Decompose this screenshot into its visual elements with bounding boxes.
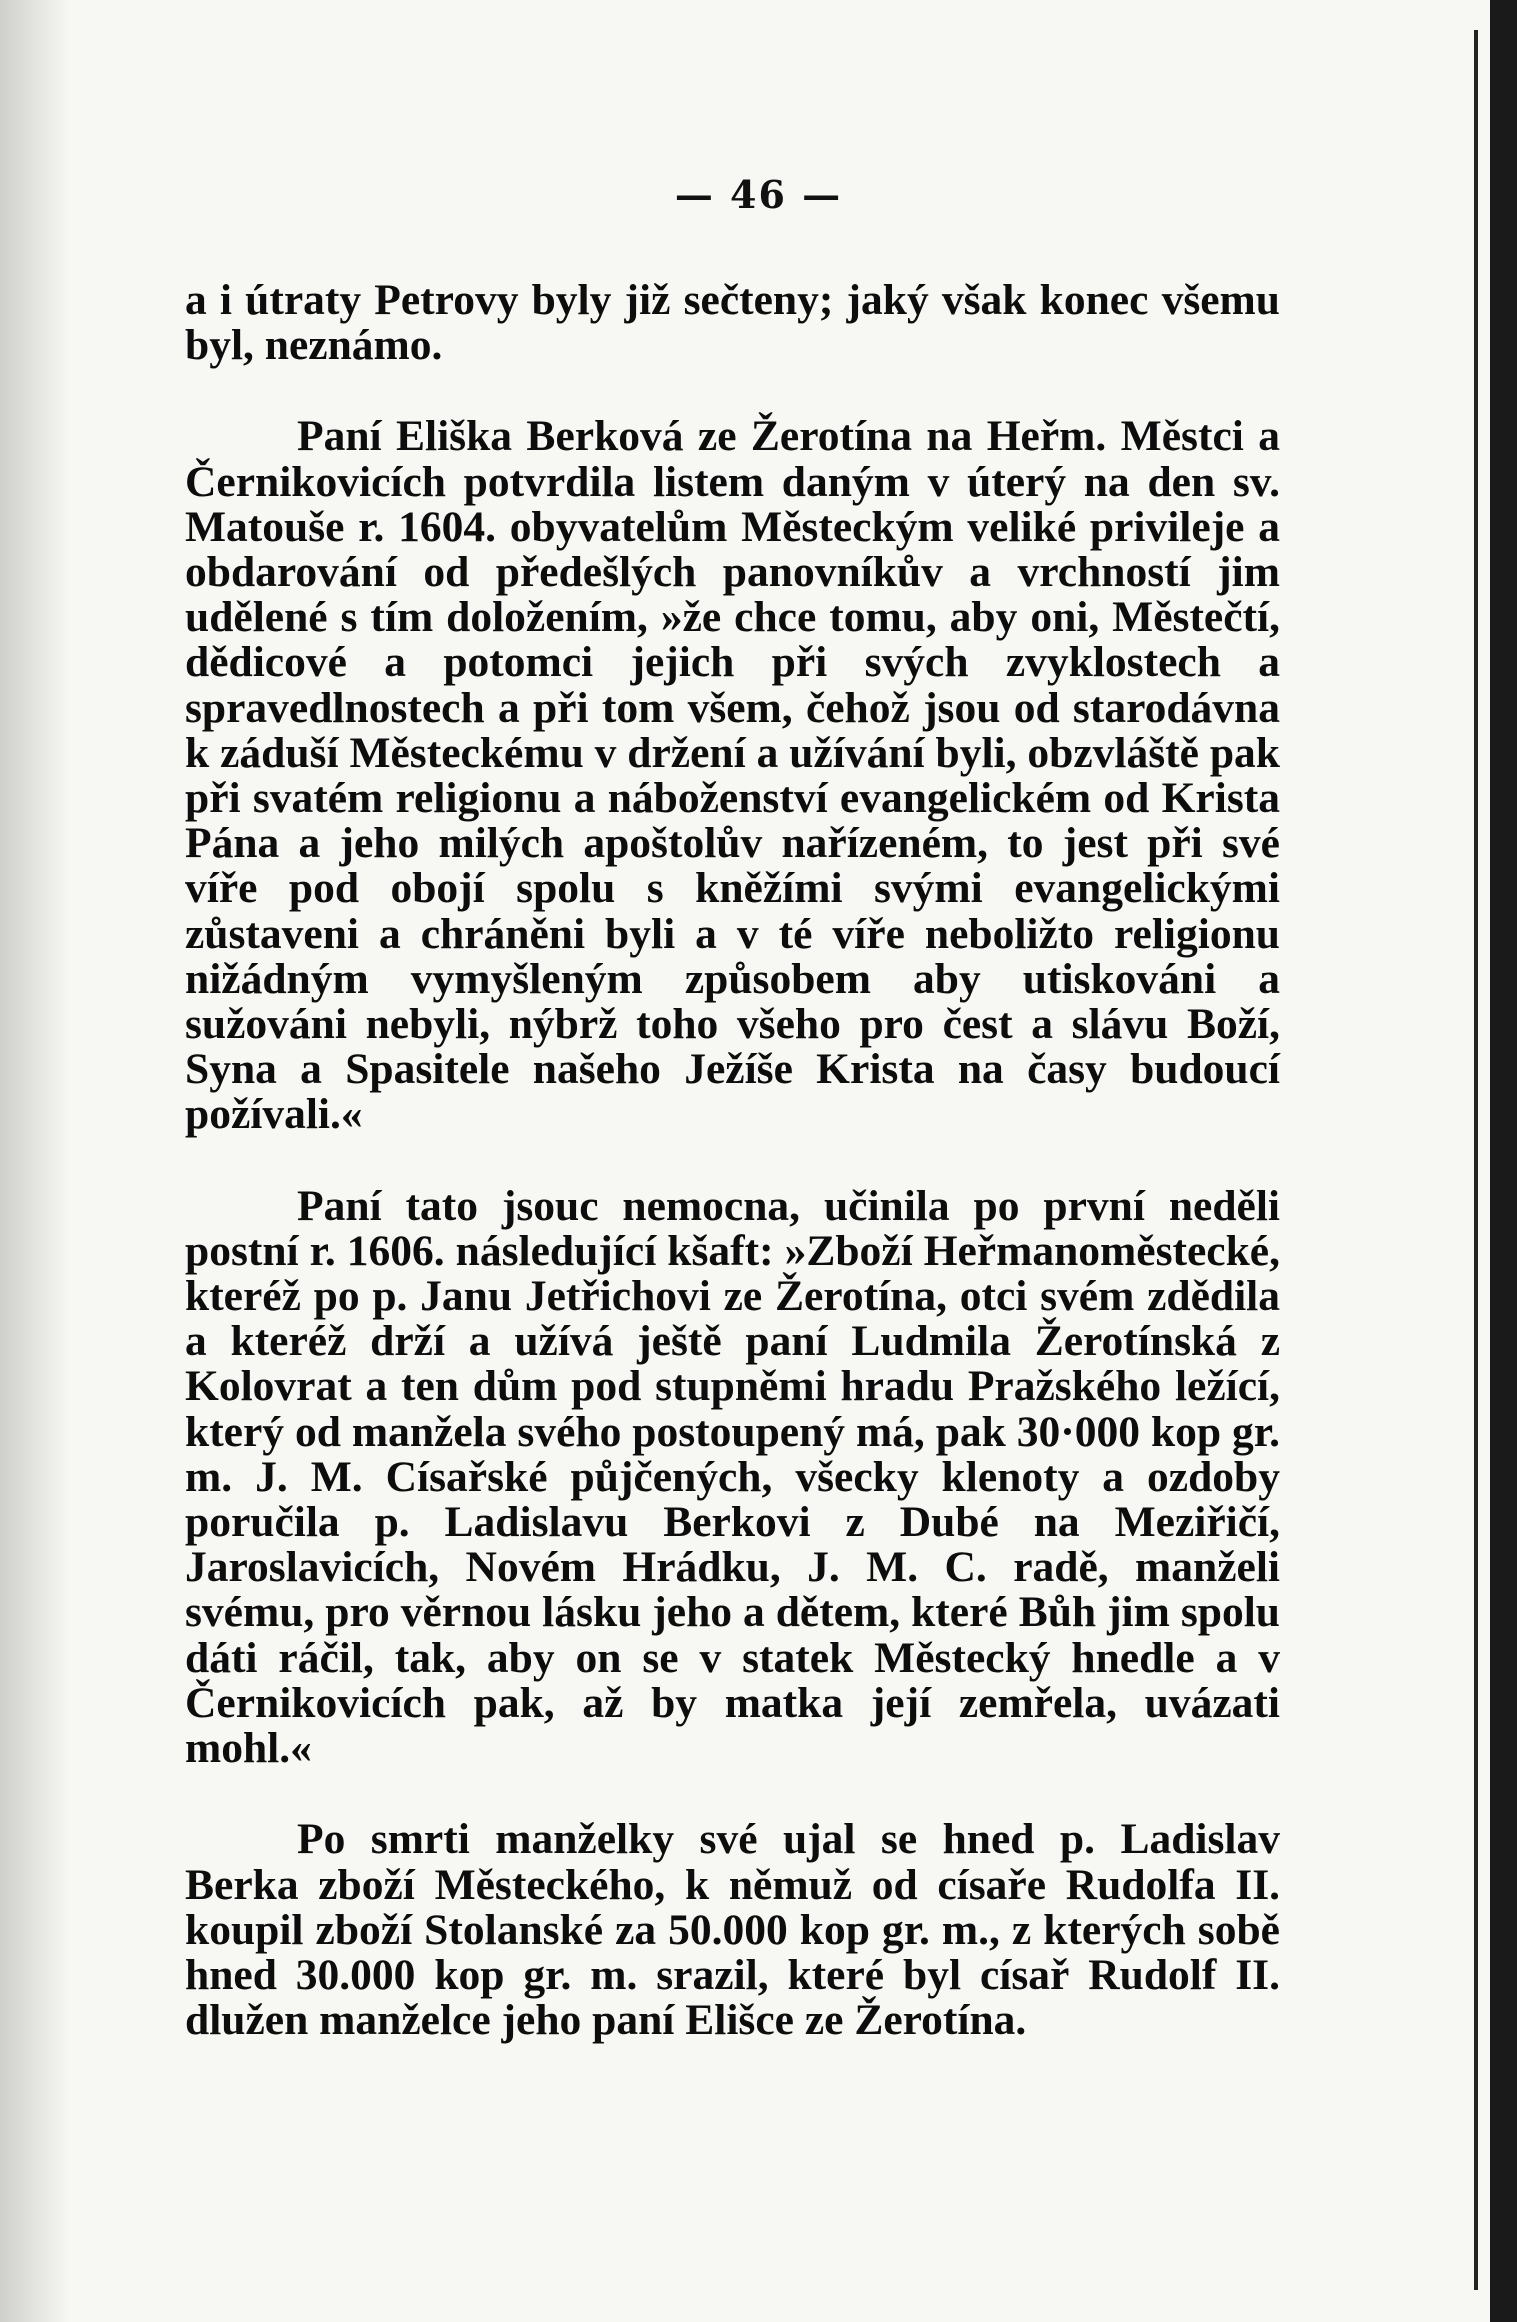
- paragraph-2: Paní Eliška Berková ze Žerotína na Heřm. Městci a Černikovicích potvrdila listem daným v úterý na den sv. Matouše r. 1604. obyvatelům Městeckým veliké privileje a obdarování od předešlých panovníkův a vrchností jim udělené s tím doložením, »že chce tomu, aby oni, Městečtí, dědicové a potomci jejich při svých zvyklostech a spravedlnostech a při tom všem, čehož jsou od starodávna k záduší Městeckému v držení a užívání byli, obzvláště pak při svatém religionu a náboženství evangelickém od Krista Pána a jeho milých apoštolův nařízeném, to jest při své víře pod obojí spolu s kněžími svými evangelickými zůstaveni a chráněni byli a v té víře neboližto religionu nižádným vymyšleným způsobem aby utiskováni a sužováni nebyli, nýbrž toho všeho pro čest a slávu Boží, Syna a Spasitele našeho Ježíše Krista na časy budoucí požívali.«: [185, 412, 1280, 1139]
- body-text: [185, 278, 1280, 2043]
- paragraph-3: Paní tato jsouc nemocna, učinila po první neděli postní r. 1606. následující kšaft: »Zboží Heřmanoměstecké, kteréž po p. Janu Jetřichovi ze Žerotína, otci svém zdědila a kteréž drží a užívá ještě paní Ludmila Žerotínská z Kolovrat a ten dům pod stupněmi hradu Pražského ležící, který od manžela svého postoupený má, pak 30·000 kop gr. m. J. M. Císařské půjčených, všecky klenoty a ozdoby poručila p. Ladislavu Berkovi z Dubé na Meziřičí, Jaroslavicích, Novém Hrádku, J. M. C. radě, manželi svému, pro věrnou lásku jeho a dětem, které Bůh jim spolu dáti ráčil, tak, aby on se v statek Městecký hnedle a v Černikovicích pak, až by matka její zemřela, uvázati mohl.«: [185, 1181, 1280, 1773]
- paragraph-1: a i útraty Petrovy byly již sečteny; jaký však konec všemu byl, neznámo.: [185, 276, 1280, 370]
- page-edge-line: [1474, 30, 1478, 2290]
- paragraph-4: Po smrti manželky své ujal se hned p. Ladislav Berka zboží Městeckého, k němuž od císaře Rudolfa II. koupil zboží Stolanské za 50.000 kop gr. m., z kterých sobě hned 30.000 kop gr. m. srazil, které byl císař Rudolf II. dlužen manželce jeho paní Elišce ze Žerotína.: [185, 1815, 1280, 2045]
- scan-border: [1490, 0, 1517, 2322]
- page-number: — 46 —: [674, 172, 843, 217]
